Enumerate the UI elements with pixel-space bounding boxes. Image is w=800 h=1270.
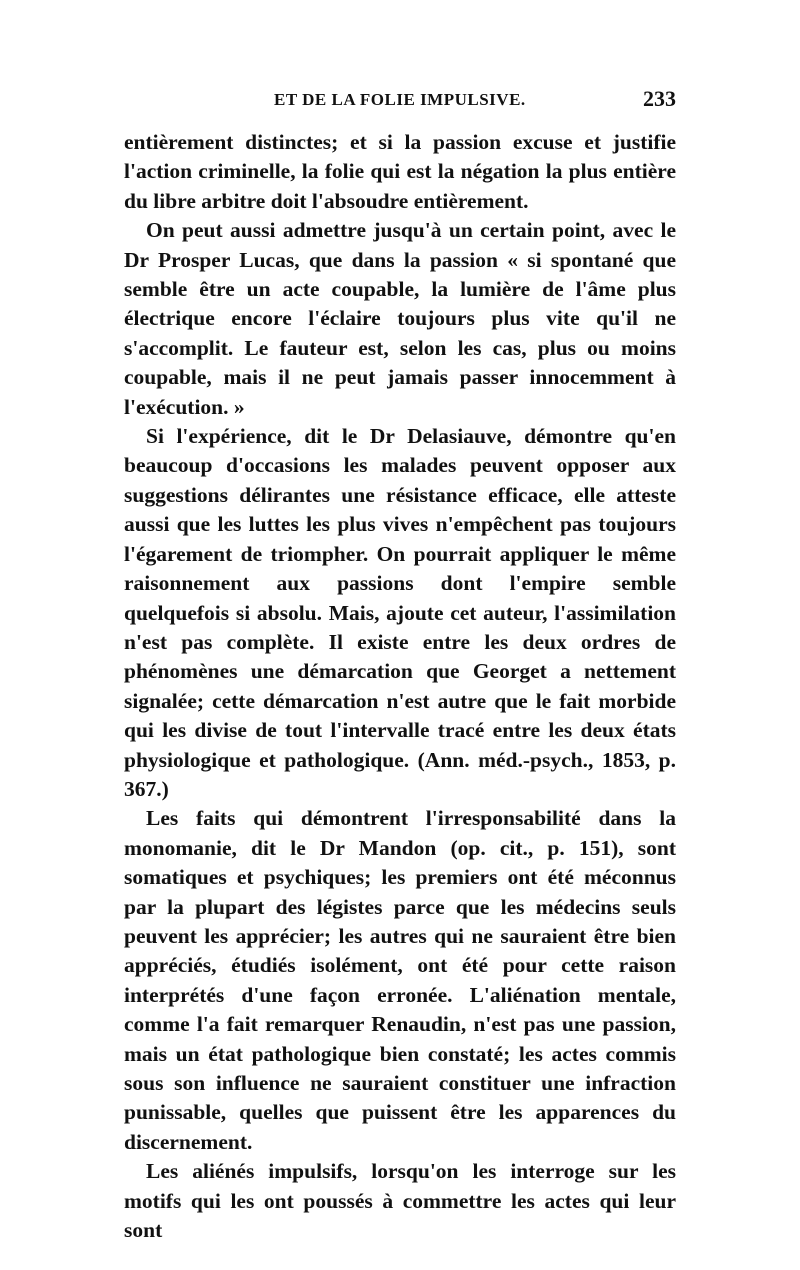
running-head [124, 86, 676, 120]
book-page [124, 86, 676, 1245]
running-title: ET DE LA FOLIE IMPULSIVE. [274, 90, 526, 109]
paragraph-2: On peut aussi admettre jusqu'à un certain point, avec le Dr Prosper Lucas, que dans la passion « si spontané que semble être un acte coupable, la lumière de l'âme plus électrique encore l'éclaire toujours plus vite qu'il ne s'accomplit. Le fauteur est, selon les cas, plus ou moins coupable, mais il ne peut jamais passer innocemment à l'exécution. » [124, 218, 676, 419]
body-text [124, 128, 676, 1245]
paragraph-3: Si l'expérience, dit le Dr Delasiauve, démontre qu'en beaucoup d'occasions les malades peuvent opposer aux suggestions délirantes une résistance efficace, elle atteste aussi que les luttes les plus vives n'empêchent pas toujours l'égarement de triompher. On pourrait appliquer le même raisonnement aux passions dont l'empire semble quelquefois si absolu. Mais, ajoute cet auteur, l'assimilation n'est pas complète. Il existe entre les deux ordres de phénomènes une démarcation que Georget a nettement signalée; cette démarcation n'est autre que le fait morbide qui les divise de tout l'intervalle tracé entre les deux états physiologique et pathologique. (Ann. méd.-psych., 1853, p. 367.) [124, 424, 676, 801]
paragraph-4: Les faits qui démontrent l'irresponsabilité dans la monomanie, dit le Dr Mandon (op. cit., p. 151), sont somatiques et psychiques; les premiers ont été méconnus par la plupart des légistes parce que les médecins seuls peuvent les apprécier; les autres qui ne sauraient être bien appréciés, étudiés isolément, ont été pour cette raison interprétés d'une façon erronée. L'aliénation mentale, comme l'a fait remarquer Renaudin, n'est pas une passion, mais un état pathologique bien constaté; les actes commis sous son influence ne sauraient constituer une infraction punissable, quelles que puissent être les apparences du discernement. [124, 806, 676, 1154]
page-number: 233 [643, 86, 676, 111]
paragraph-5: Les aliénés impulsifs, lorsqu'on les interroge sur les motifs qui les ont poussés à commettre les actes qui leur sont [124, 1159, 676, 1243]
paragraph-1: entièrement distinctes; et si la passion excuse et justifie l'action criminelle, la folie qui est la négation la plus entière du libre arbitre doit l'absoudre entièrement. [124, 130, 676, 213]
